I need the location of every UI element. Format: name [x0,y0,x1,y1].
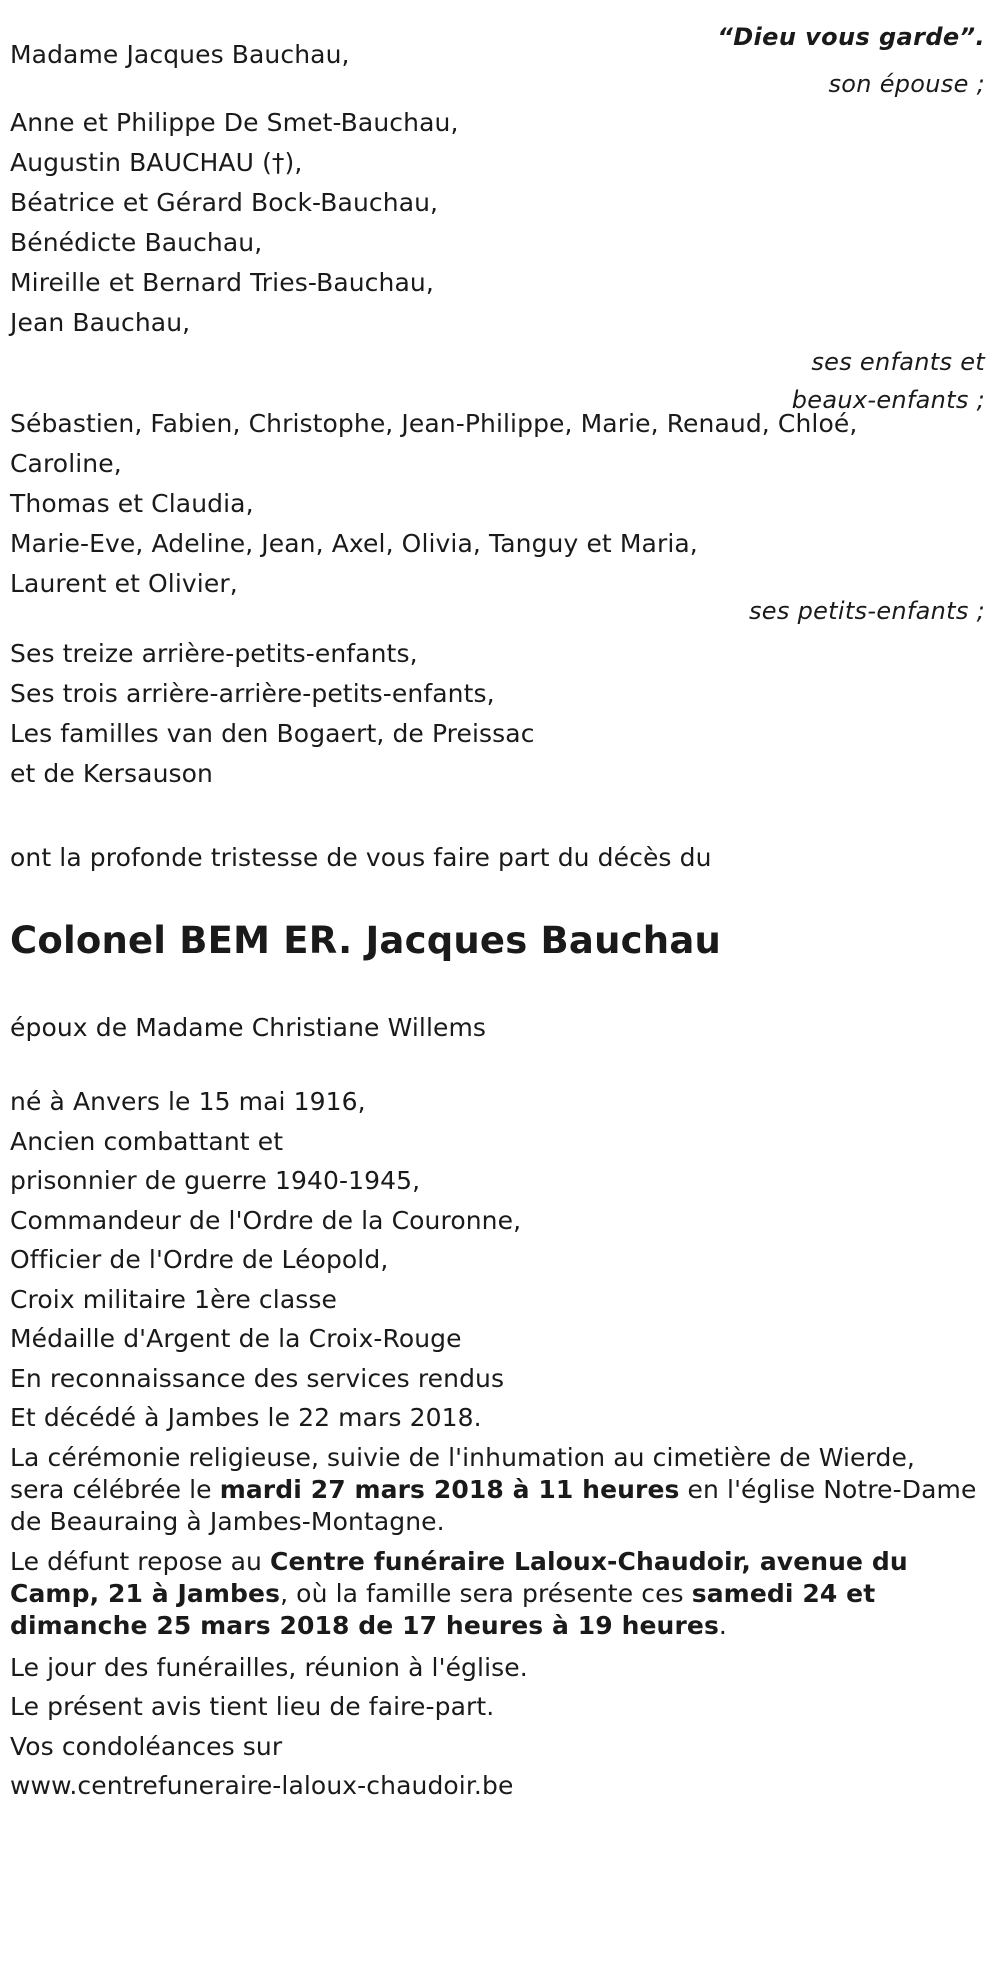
spouse-section [10,35,985,103]
closing-line: Le présent avis tient lieu de faire-part. [10,1692,495,1721]
deceased-name: Colonel BEM ER. Jacques Bauchau [10,919,722,962]
ceremony-datetime: mardi 27 mars 2018 à 11 heures [219,1474,680,1504]
repose-paragraph [10,1546,985,1642]
relative-line: Ses treize arrière-petits-enfants, [10,639,418,668]
grandchild-name: Thomas et Claudia, [10,489,254,518]
bio-line: né à Anvers le 15 mai 1916, [10,1087,366,1116]
relative-line: Ses trois arrière-arrière-petits-enfants, [10,679,495,708]
relative-line: Les familles van den Bogaert, de Preissac [10,719,535,748]
child-name: Béatrice et Gérard Bock-Bauchau, [10,188,439,217]
repose-text: Le défunt repose au [10,1546,271,1576]
grandchild-name: Caroline, [10,449,122,478]
bio-line: En reconnaissance des services rendus [10,1363,505,1393]
child-name: Bénédicte Bauchau, [10,228,263,257]
grandchild-name: Marie-Eve, Adeline, Jean, Axel, Olivia, Tanguy et Maria, [10,529,698,558]
ceremony-text: sera célébrée le [10,1474,220,1504]
spouse-role: son épouse ; [828,70,985,98]
funeral-home: Centre funéraire Laloux-Chaudoir, avenue du [270,1546,908,1576]
relative-line: et de Kersauson [10,759,213,788]
grandchild-name: Laurent et Olivier, [10,569,238,598]
grandchildren-role: ses petits-enfants ; [748,597,985,625]
child-name: Jean Bauchau, [10,308,191,337]
grandchildren-section [10,404,985,630]
visitation-times: dimanche 25 mars 2018 de 17 heures à 19 heures [10,1610,719,1640]
announcement: ont la profonde tristesse de vous faire part du décès du [10,843,712,872]
repose-text: . [718,1610,727,1640]
ceremony-paragraph [10,1442,985,1538]
repose-line [10,1546,985,1578]
other-relatives [10,634,985,794]
closing-line: Vos condoléances sur [10,1731,283,1761]
closing-section [10,1648,985,1806]
bio-line: Médaille d'Argent de la Croix-Rouge [10,1324,462,1353]
closing-line: Le jour des funérailles, réunion à l'église. [10,1652,528,1682]
ceremony-line: de Beauraing à Jambes-Montagne. [10,1506,445,1536]
funeral-home-address: Camp, 21 à Jambes [10,1578,281,1608]
children-section [10,103,985,419]
visitation-days: samedi 24 et [691,1578,876,1608]
ceremony-line [10,1474,985,1506]
child-name: Augustin BAUCHAU (†), [10,148,303,177]
obituary-notice [10,0,985,1806]
bio-line: Ancien combattant et [10,1126,284,1156]
bio-line: Et décédé à Jambes le 22 mars 2018. [10,1403,482,1432]
ceremony-text: en l'église Notre-Dame [679,1474,977,1504]
repose-line [10,1610,985,1642]
motto: “Dieu vous garde”. [717,23,985,51]
child-name: Anne et Philippe De Smet-Bauchau, [10,108,459,137]
condolences-link[interactable]: www.centrefuneraire-laloux-chaudoir.be [10,1771,514,1800]
repose-line [10,1578,985,1610]
bio-line: Commandeur de l'Ordre de la Couronne, [10,1205,522,1235]
biography [10,1082,985,1438]
children-role: ses enfants et [811,348,985,376]
bio-line: prisonnier de guerre 1940-1945, [10,1166,421,1195]
grandchild-name: Sébastien, Fabien, Christophe, Jean-Philippe, Marie, Renaud, Chloé, [10,409,858,438]
bio-line: Croix militaire 1ère classe [10,1284,337,1314]
ceremony-line: La cérémonie religieuse, suivie de l'inhumation au cimetière de Wierde, [10,1442,915,1472]
husband-of: époux de Madame Christiane Willems [10,1013,487,1042]
repose-text: , où la famille sera présente ces [280,1578,692,1608]
child-name: Mireille et Bernard Tries-Bauchau, [10,268,434,297]
bio-line: Officier de l'Ordre de Léopold, [10,1245,389,1274]
children-role: beaux-enfants ; [791,386,985,414]
spouse-name: Madame Jacques Bauchau, [10,40,350,69]
